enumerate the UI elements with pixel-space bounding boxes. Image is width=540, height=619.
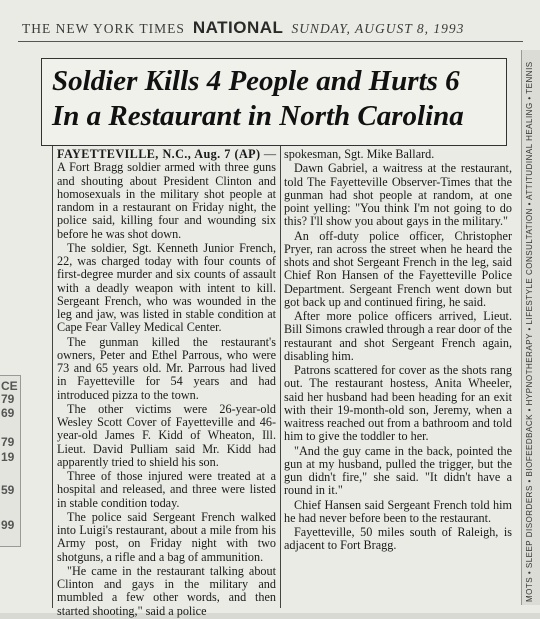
headline-line-1: Soldier Kills 4 People and Hurts 6 (52, 65, 460, 97)
article-paragraph: The police said Sergeant French walked into Luigi's restaurant, about a mile from his Army post, on Friday night with two shotguns, a rifle and a bag of ammunition. (57, 509, 276, 564)
article-paragraph: Three of those injured were treated at a hospital and released, and three were listed in stable condition today. (57, 469, 276, 510)
price-fragment: 59 (1, 483, 15, 497)
price-fragment: CE (1, 379, 18, 393)
price-fragment: 79 (1, 392, 15, 406)
article-paragraph: After more police officers arrived, Lieut. Bill Simons crawled through a rear door of the restaurant and shot Sergeant French again, disabling him. (284, 309, 512, 363)
headline-line-2: In a Restaurant in North Carolina (52, 100, 464, 132)
adjacent-ad-text: MOTS • SLEEP DISORDERS • BIOFEEDBACK • HYPNOTHERAPY • LIFESTYLE CONSULTATION • ATTITUDINAL HEALING • TENNIS (525, 61, 534, 602)
masthead-rule (18, 41, 523, 42)
article-paragraph: An off-duty police officer, Christopher Pryer, ran across the street when he heard the shots and shot Sergeant French in the leg, said Chief Ron Hansen of the Fayetteville Police Department. Sergeant French went down but got back up and continued firing, he said. (284, 228, 512, 309)
article-paragraph: The other victims were 26-year-old Wesley Scott Cover of Fayetteville and 46-year-old James F. Kidd of Wheaton, Ill. Lieut. David Pulliam said Mr. Kidd had apparently tried to shield his son. (57, 401, 276, 469)
price-fragment: 99 (1, 518, 15, 532)
masthead-edition: NATIONAL (192, 18, 284, 37)
masthead-paper-name: THE NEW YORK TIMES (22, 21, 185, 36)
article-paragraph: The soldier, Sgt. Kenneth Junior French, 22, was charged today with four counts of first-degree murder and six counts of assault with a deadly weapon with intent to kill. Sergeant French, who was wounded in the leg and jaw, was listed in stable condition at Cape Fear Valley Medical Center. (57, 240, 276, 335)
article-lede: — A Fort Bragg soldier armed with three guns and shouting about President Clinton and homosexuals in the military shot people at random in a restaurant on Friday night, the police said, killing four and wounding six before he was shot down. (57, 147, 276, 241)
article-paragraph: Patrons scattered for cover as the shots rang out. The restaurant hostess, Anita Wheeler, said her husband had been heading for an exit with their 19-month-old son, Jeremy, when a waitress reached out from a bathroom and told him to give the toddler to her. (284, 363, 512, 444)
article-paragraph: Chief Hansen said Sergeant French told him he had never before been to the restaurant. (284, 497, 512, 525)
masthead (22, 18, 527, 40)
article-dateline: FAYETTEVILLE, N.C., Aug. 7 (AP) (57, 147, 261, 161)
adjacent-price-strip (0, 375, 21, 547)
article-paragraph: "And the guy came in the back, pointed the gun at my husband, pulled the trigger, but the gun didn't fire," she said. "It didn't have a round in it." (284, 443, 512, 498)
column-rule-left (52, 146, 53, 608)
masthead-date: SUNDAY, AUGUST 8, 1993 (291, 21, 465, 36)
column-rule-middle (280, 146, 281, 608)
adjacent-ad-strip (521, 50, 540, 605)
price-fragment: 69 (1, 406, 15, 420)
article-column-2 (284, 148, 512, 554)
headline (52, 64, 507, 134)
article-paragraph: Dawn Gabriel, a waitress at the restaurant, told The Fayetteville Observer-Times that the gunman had shot people at random, at one point yelling: "You think I'm not going to do this? I'll show you about gays in the military." (284, 161, 512, 229)
price-fragment: 19 (1, 450, 15, 464)
article-column-1 (57, 148, 276, 619)
article-paragraph: "He came in the restaurant talking about Clinton and gays in the military and mumbled a few other words, and then started shooting," said a police (57, 563, 276, 618)
article-paragraph: spokesman, Sgt. Mike Ballard. (284, 147, 435, 161)
price-fragment: 79 (1, 435, 15, 449)
article-paragraph: Fayetteville, 50 miles south of Raleigh, is adjacent to Fort Bragg. (284, 525, 512, 553)
article-paragraph: The gunman killed the restaurant's owners, Peter and Ethel Parrous, who were 73 and 65 years old. Mr. Parrous had lived in Fayetteville for 54 years and had introduced pizza to the town. (57, 334, 276, 402)
article-paragraph (57, 148, 276, 241)
